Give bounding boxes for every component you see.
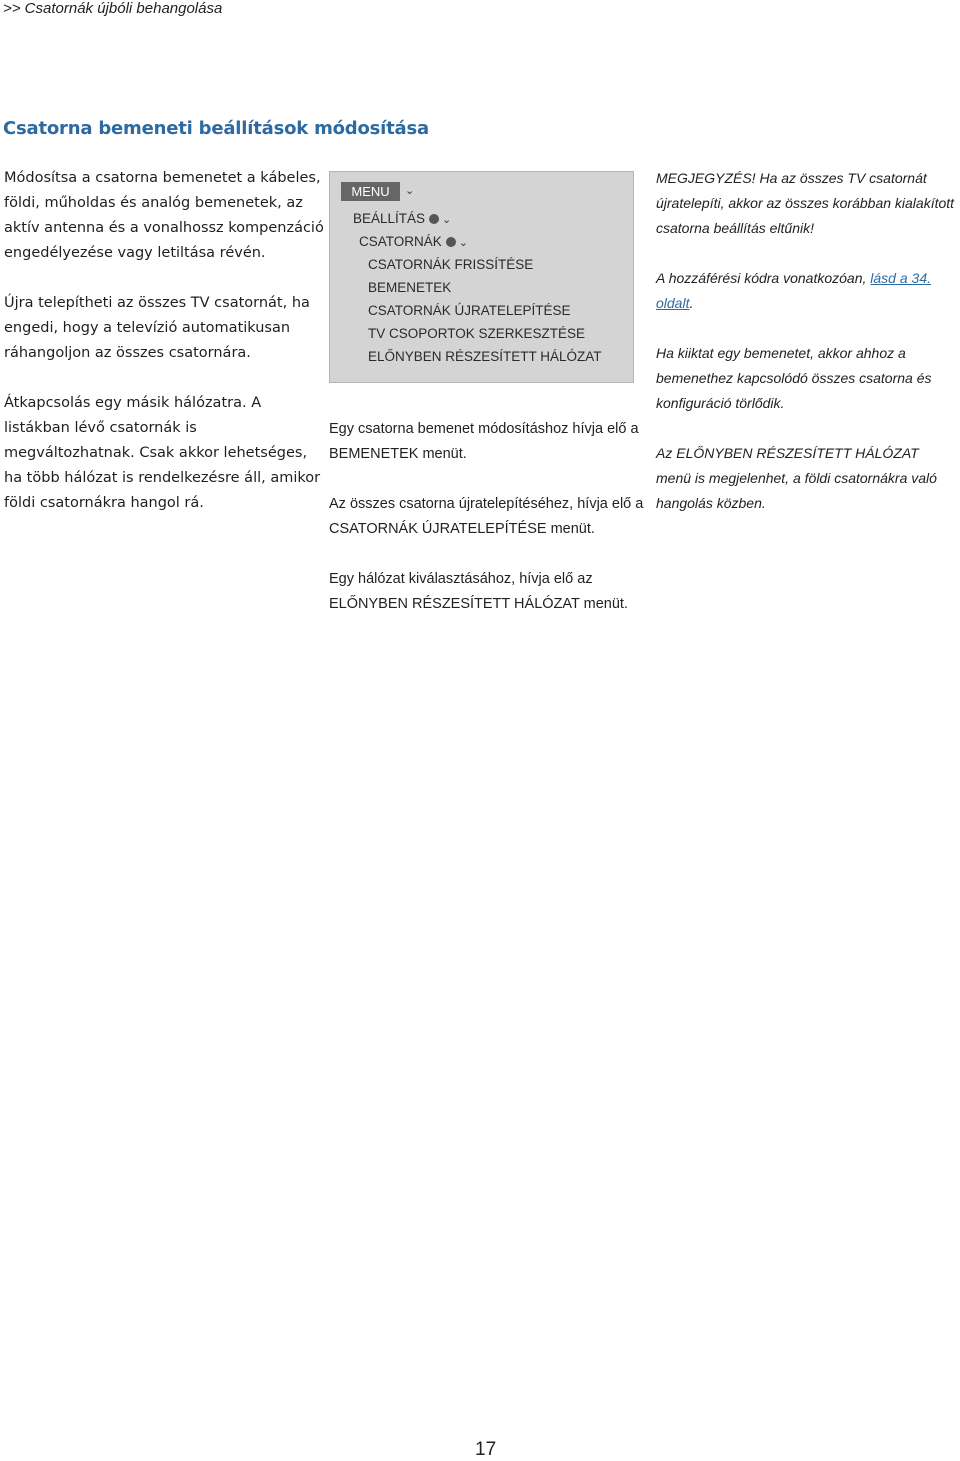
page-title: Csatorna bemeneti beállítások módosítása: [3, 118, 429, 139]
network-paragraph: Átkapcsolás egy másik hálózatra. A listákban lévő csatornák is megváltozhatnak. Csak akkor lehetséges, ha több hálózat is rendelkezésre áll, amikor földi csatornákra hangol rá.: [4, 395, 321, 511]
menu-level-1: [353, 210, 451, 229]
select-dot-icon: [446, 237, 456, 247]
menu-item-edit-tv-groups: TV CSOPORTOK SZERKESZTÉSE: [368, 326, 586, 341]
note-access-code-text: A hozzáférési kódra vonatkozóan,: [656, 270, 871, 286]
menu-item-preferred-network: ELŐNYBEN RÉSZESÍTETT HÁLÓZAT: [368, 349, 602, 364]
instruction-inputs: Egy csatorna bemenet módosításhoz hívja elő a BEMENETEK menüt.: [329, 421, 639, 462]
breadcrumb: >> Csatornák újbóli behangolása: [3, 0, 223, 17]
menu-level-2-label: CSATORNÁK: [359, 234, 442, 249]
note-access-code: [656, 266, 956, 316]
chevron-down-icon: ⌄: [458, 237, 468, 249]
select-dot-icon: [429, 214, 439, 224]
menu-level-2: [359, 233, 468, 252]
menu-item-inputs: BEMENETEK: [368, 280, 452, 295]
page-34-link[interactable]: lásd a 34. oldalt: [656, 270, 931, 311]
menu-item-update-channels: CSATORNÁK FRISSÍTÉSE: [368, 257, 534, 272]
note-preferred-network: Az ELŐNYBEN RÉSZESÍTETT HÁLÓZAT menü is megjelenhet, a földi csatornákra való hangolás közben.: [656, 445, 937, 511]
reinstall-paragraph: Újra telepítheti az összes TV csatornát, ha engedi, hogy a televízió automatikusan ráhangoljon az összes csatornára.: [4, 295, 310, 361]
note-reinstall-warning: MEGJEGYZÉS! Ha az összes TV csatornát újratelepíti, akkor az összes korábban kialakított csatorna beállítás eltűnik!: [656, 170, 955, 236]
menu-item-reinstall-channels: CSATORNÁK ÚJRATELEPÍTÉSE: [368, 303, 571, 318]
instruction-reinstall: Az összes csatorna újratelepítéséhez, hívja elő a CSATORNÁK ÚJRATELEPÍTÉSE menüt.: [329, 496, 644, 537]
chevron-down-icon: ⌄: [405, 185, 415, 197]
notes-column: [656, 166, 956, 541]
instruction-network: Egy hálózat kiválasztásához, hívja elő az ELŐNYBEN RÉSZESÍTETT HÁLÓZAT menüt.: [329, 571, 628, 612]
left-column: [4, 166, 324, 541]
menu-level-1-label: BEÁLLÍTÁS: [353, 211, 426, 226]
note-disable-input: Ha kiiktat egy bemenetet, akkor ahhoz a bemenethez kapcsolódó összes csatorna és konfiguráció törlődik.: [656, 345, 932, 411]
intro-paragraph: Módosítsa a csatorna bemenetet a kábeles, földi, műholdas és analóg bemenetek, az aktív antenna és a vonalhossz kompenzáció engedélyezése vagy letiltása révén.: [4, 170, 324, 261]
menu-tag: MENU: [341, 182, 400, 201]
page-number: 17: [475, 1439, 497, 1460]
chevron-down-icon: ⌄: [442, 214, 452, 226]
menu-path-box: [329, 171, 634, 383]
note-access-code-end: .: [689, 295, 694, 311]
